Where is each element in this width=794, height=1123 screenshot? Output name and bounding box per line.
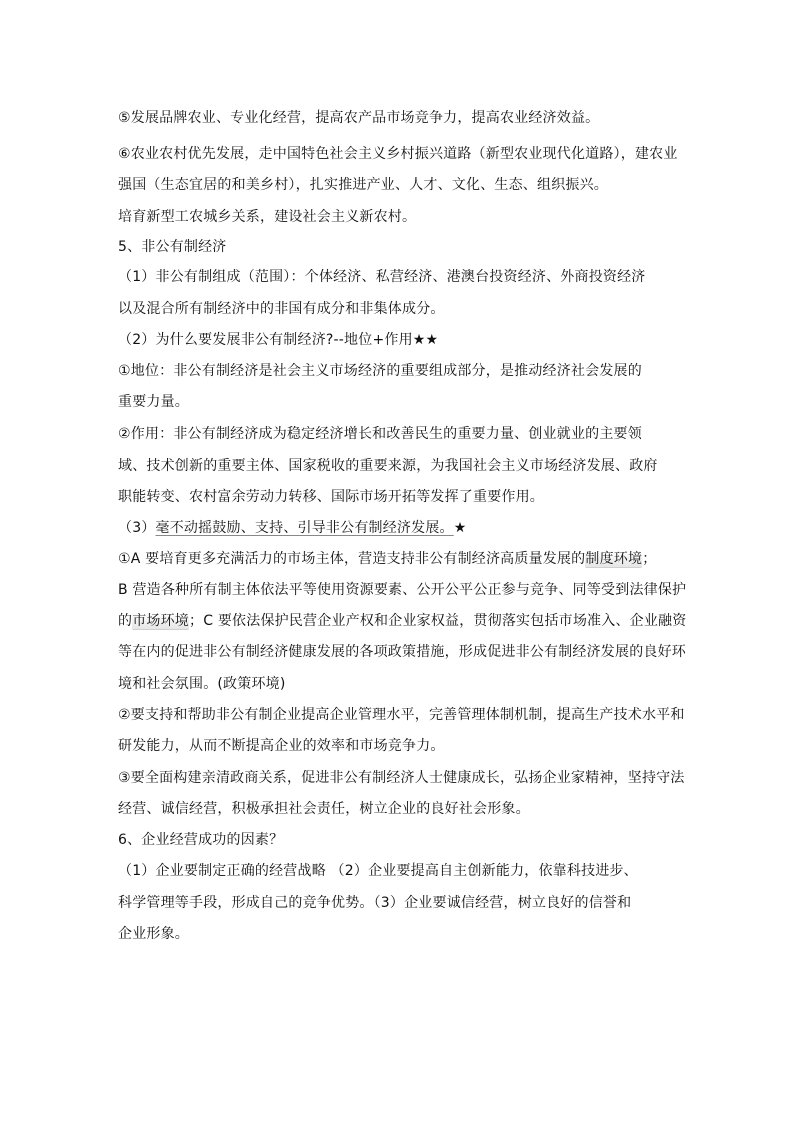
- text-line: B 营造各种所有制主体依法平等使用资源要素、公开公平公正参与竞争、同等受到法律保护: [118, 582, 687, 598]
- section-heading: 5、非公有制经济: [118, 239, 227, 255]
- text-segment: ；: [642, 551, 657, 567]
- item-number: （3）: [118, 520, 156, 536]
- text-line: 以及混合所有制经济中的非国有成分和非集体成分。: [118, 301, 445, 317]
- text-line: 重要力量。: [118, 394, 189, 410]
- text-line: 培育新型工农城乡关系，建设社会主义新农村。: [118, 209, 417, 225]
- text-line: （1）非公有制组成（范围）：个体经济、私营经济、港澳台投资经济、外商投资经济: [118, 269, 646, 285]
- text-line: ②要支持和帮助非公有制企业提高企业管理水平，完善管理体制机制，提高生产技术水平和: [118, 707, 685, 723]
- highlighted-term: 市场环境: [132, 613, 190, 629]
- text-line: 等在内的促进非公有制经济健康发展的各项政策措施，形成促进非公有制经济发展的良好环: [118, 644, 686, 660]
- text-line: [118, 519, 688, 537]
- text-line: 经营、诚信经营，积极承担社会责任，树立企业的良好社会形象。: [118, 801, 530, 817]
- text-line: （2）为什么要发展非公有制经济?--地位+作用★★: [118, 332, 439, 348]
- text-line: ⑤发展品牌农业、专业化经营，提高农产品市场竞争力，提高农业经济效益。: [118, 110, 600, 126]
- text-line: 域、技术创新的重要主体、国家税收的重要来源，为我国社会主义市场经济发展、政府: [118, 458, 658, 474]
- text-line: [118, 612, 688, 630]
- text-line: 境和社会氛围。(政策环境): [118, 676, 286, 692]
- highlighted-term: 制度环境: [585, 551, 643, 567]
- star-marker: ★: [453, 520, 467, 536]
- text-line: ②作用：非公有制经济成为稳定经济增长和改善民生的重要力量、创业就业的主要领: [118, 426, 642, 442]
- text-line: （1）企业要制定正确的经营战略 （2）企业要提高自主创新能力，依靠科技进步、: [118, 863, 638, 879]
- text-line: 企业形象。: [118, 926, 189, 942]
- text-line: [118, 550, 688, 568]
- text-segment: 的: [118, 613, 133, 629]
- text-line: ③要全面构建亲清政商关系，促进非公有制经济人士健康成长，弘扬企业家精神，坚持守法: [118, 770, 685, 786]
- text-line: 科学管理等手段，形成自己的竞争优势。（3）企业要诚信经营，树立良好的信誉和: [118, 895, 632, 911]
- text-line: ⑥农业农村优先发展，走中国特色社会主义乡村振兴道路（新型农业现代化道路），建农业: [118, 146, 678, 162]
- text-line: 职能转变、农村富余劳动力转移、国际市场开拓等发挥了重要作用。: [118, 489, 544, 505]
- section-heading: 6、企业经营成功的因素？: [118, 832, 284, 848]
- text-segment: ；C 要依法保护民营企业产权和企业家权益，贯彻落实包括市场准入、企业融资: [189, 613, 687, 629]
- text-line: 研发能力，从而不断提高企业的效率和市场竞争力。: [118, 738, 445, 754]
- text-line: 强国（生态宜居的和美乡村），扎实推进产业、人才、文化、生态、组织振兴。: [118, 177, 608, 193]
- text-segment: ①A 要培育更多充满活力的市场主体，营造支持非公有制经济高质量发展的: [118, 551, 586, 567]
- text-line: ①地位：非公有制经济是社会主义市场经济的重要组成部分，是推动经济社会发展的: [118, 363, 642, 379]
- underlined-heading: 毫不动摇鼓励、支持、引导非公有制经济发展。: [155, 520, 454, 536]
